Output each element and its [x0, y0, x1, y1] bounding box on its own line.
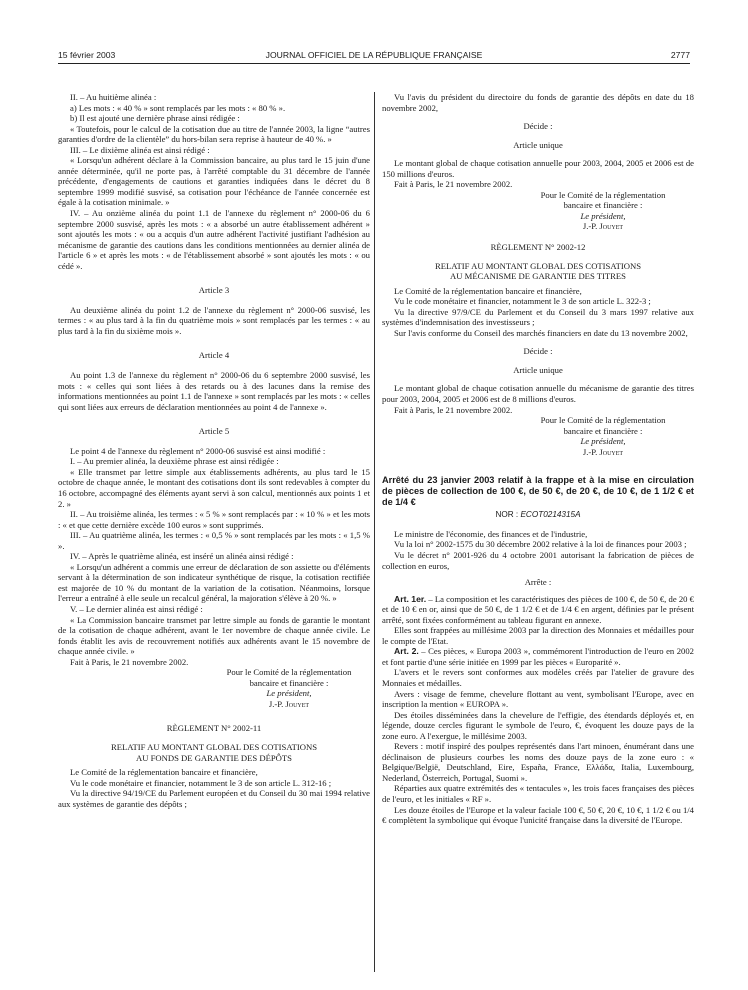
- paragraph: a) Les mots : « 40 % » sont remplacés par les mots : « 80 % ».: [70, 102, 286, 113]
- paragraph: Le montant global de chaque cotisation annuelle pour 2003, 2004, 2005 et 2006 est de 150 millions d'euros.: [382, 158, 694, 179]
- signature-line: Pour le Comité de la réglementation: [226, 667, 352, 678]
- paragraph: Le ministre de l'économie, des finances et de l'industrie,: [394, 528, 588, 539]
- paragraph: Vu le code monétaire et financier, notamment le 3 de son article L. 322-3 ;: [394, 296, 651, 307]
- paragraph: Vu l'avis du président du directoire du fonds de garantie des dépôts en date du 18 novembre 2002,: [382, 92, 694, 113]
- regulation-title: AU MÉCANISME DE GARANTIE DES TITRES: [450, 271, 626, 282]
- regulation-title: RELATIF AU MONTANT GLOBAL DES COTISATIONS: [434, 260, 642, 271]
- paragraph: Fait à Paris, le 21 novembre 2002.: [70, 656, 189, 667]
- left-column: [58, 92, 370, 809]
- paragraph: Elles sont frappées au millésime 2003 par la direction des Monnaies et médailles pour le compte de l'Etat.: [382, 625, 694, 646]
- journal-title: JOURNAL OFFICIEL DE LA RÉPUBLIQUE FRANÇAISE: [265, 50, 483, 60]
- paragraph: V. – Le dernier alinéa est ainsi rédigé :: [70, 603, 203, 614]
- regulation-title: AU FONDS DE GARANTIE DES DÉPÔTS: [136, 752, 292, 763]
- paragraph: Le Comité de la réglementation bancaire et financière,: [70, 767, 258, 778]
- paragraph: Le point 4 de l'annexe du règlement n° 2000-06 susvisé est ainsi modifié :: [70, 445, 326, 456]
- regulation-number: RÈGLEMENT N° 2002-12: [490, 242, 586, 253]
- signature-name: J.-P. Jouyet: [268, 698, 310, 709]
- paragraph: Vu la loi n° 2002-1575 du 30 décembre 2002 relative à la loi de finances pour 2003 ;: [394, 539, 687, 550]
- paragraph: Vu le décret n° 2001-926 du 4 octobre 2001 autorisant la fabrication de pièces de collection en euros,: [382, 549, 694, 571]
- article-heading: Article unique: [513, 364, 563, 375]
- signature-line: bancaire et financière :: [563, 200, 643, 211]
- paragraph: I. – Au premier alinéa, la deuxième phrase est ainsi rédigée :: [70, 456, 279, 467]
- signature-line: bancaire et financière :: [563, 425, 643, 436]
- paragraph: Fait à Paris, le 21 novembre 2002.: [394, 179, 513, 190]
- paragraph: « Toutefois, pour le calcul de la cotisation due au titre de l'année 2003, la ligne “autres garanties d'ordre de la clientèle” du hors-bilan sera reprise à hauteur de 40 %. »: [58, 123, 370, 145]
- page-header: [58, 50, 690, 64]
- column-divider: [374, 92, 375, 972]
- paragraph: [382, 594, 694, 626]
- paragraph: « Lorsqu'un adhérent déclare à la Commission bancaire, au plus tard le 15 juin d'une année déterminée, qu'il ne porte pas, à l'arrêté comptable du 31 décembre de l'année précédente, d'engagements de cautions et garanties indiquées dans le décret du 8 septembre 1999 modifié susvisé, sa cotisation pour l'échéance de l'année concernée est égale à la cotisation minimale. »: [58, 155, 370, 208]
- article-text: – Ces pièces, « Europa 2003 », commémorent l'introduction de l'euro en 2002 et font partie d'une série initiée en 1999 par les pièces « Europarité ».: [382, 646, 694, 667]
- signature-name: J.-P. Jouyet: [582, 446, 624, 457]
- paragraph: Le Comité de la réglementation bancaire et financière,: [394, 285, 582, 296]
- article-heading: Article 4: [198, 350, 230, 361]
- paragraph: III. – Le dixième alinéa est ainsi rédigé :: [70, 144, 210, 155]
- page-number: 2777: [670, 50, 690, 60]
- signature-line: Pour le Comité de la réglementation: [540, 415, 666, 426]
- paragraph: Le montant global de chaque cotisation annuelle du mécanisme de garantie des titres pour 2003, 2004, 2005 et 2006 est de 8 millions d'euros.: [382, 383, 694, 405]
- article-text: – La composition et les caractéristiques des pièces de 100 €, de 50 €, de 20 € et de 10 € en or, ainsi que de 50 €, de 1 1/2 € et de 1/4 € en argent, définies par le présent arrêté, sont fixées conformément au tableau figurant en annexe.: [382, 593, 694, 625]
- paragraph: Des étoiles disséminées dans la chevelure de l'effigie, des étendards déployés et, en légende, douze cercles figurant le symbole de l'euro, €, évoquent les douze pays de la zone euro. A l'exergue, le millésime 2003.: [382, 709, 694, 741]
- nor-reference: [382, 510, 694, 521]
- regulation-title: RELATIF AU MONTANT GLOBAL DES COTISATIONS: [110, 741, 318, 752]
- article-label: Art. 2.: [394, 646, 419, 657]
- nor-label: NOR :: [495, 510, 521, 520]
- paragraph: III. – Au quatrième alinéa, les termes : « 0,5 % » sont remplacés par les mots : « 1,5 % ».: [58, 530, 370, 551]
- header-rule: [58, 63, 690, 64]
- arrete-title: Arrêté du 23 janvier 2003 relatif à la frappe et à la mise en circulation de pièces de collection de 100 €, de 50 €, de 20 €, de 10 €, de 1 1/2 € et de 1/4 €: [382, 475, 694, 508]
- paragraph: « La Commission bancaire transmet par lettre simple au fonds de garantie le montant de la cotisation de chaque adhérent, avant le 1er novembre de chaque année civile. Le fonds établit les avis de recouvrement notifiés aux adhérents avant le 15 novembre de chaque année civile. »: [58, 614, 370, 657]
- paragraph: Avers : visage de femme, chevelure flottant au vent, symbolisant l'Europe, avec en inscription la mention « EUROPA ».: [382, 688, 694, 710]
- paragraph: Revers : motif inspiré des poulpes représentés dans l'art minoen, énumérant dans une déclinaison de plusieurs courbes les noms des douze pays de la zone euro : « Belgique/België, Deutschland, Eire, España, France, Ελλάδα, Italia, Luxembourg, Nederland, Österreich, Portugal, Suomi ».: [382, 741, 694, 783]
- signature-name: J.-P. Jouyet: [582, 221, 624, 232]
- regulation-number: RÈGLEMENT N° 2002-11: [166, 723, 262, 734]
- paragraph: Vu la directive 94/19/CE du Parlement européen et du Conseil du 30 mai 1994 relative aux systèmes de garantie des dépôts ;: [58, 788, 370, 809]
- signature-line: Pour le Comité de la réglementation: [540, 189, 666, 200]
- paragraph: Vu le code monétaire et financier, notamment le 3 de son article L. 312-16 ;: [70, 777, 332, 788]
- paragraph: « Lorsqu'un adhérent a commis une erreur de déclaration de son assiette ou d'éléments servant à la détermination de son indicateur synthétique de risque, la cotisation rectifiée est majorée de 10 % du montant de la variation de la cotisation. Néanmoins, lorsque l'erreur a entraîné à elle seule un recalcul général, la majoration s'élève à 20 %. »: [58, 561, 370, 604]
- paragraph: IV. – Au onzième alinéa du point 1.1 de l'annexe du règlement n° 2000-06 du 6 septembre 2000 susvisé, après les mots : « a absorbé un autre établissement adhérent » sont ajoutés les mots : « ou a acquis d'un autre adhérent l'activité justifiant l'adhésion au mécanisme de garantie des cautions dans les conditions mentionnées au dernier alinéa de l'article 6 » et après les mots : « de l'établissement absorbé » sont ajoutés les mots : « ou cédé ».: [58, 208, 370, 271]
- signature-title: Le président,: [266, 688, 312, 699]
- paragraph: L'avers et le revers sont conformes aux modèles créés par l'atelier de gravure des Monnaies et médailles.: [382, 667, 694, 688]
- paragraph: Sur l'avis conforme du Conseil des marchés financiers en date du 13 novembre 2002,: [394, 327, 688, 338]
- decide-heading: Décide :: [523, 121, 553, 132]
- nor-code: ECOT0214315A: [520, 510, 581, 520]
- signature-title: Le président,: [580, 436, 626, 447]
- article-label: Art. 1er.: [394, 593, 427, 604]
- paragraph: Les douze étoiles de l'Europe et la valeur faciale 100 €, 50 €, 20 €, 10 €, 1 1/2 € ou 1/4 € complètent la symbolique qui évoque l'unicité française dans la diversité de l'Europe.: [382, 804, 694, 826]
- paragraph: Fait à Paris, le 21 novembre 2002.: [394, 404, 513, 415]
- paragraph: b) Il est ajouté une dernière phrase ainsi rédigée :: [70, 113, 240, 124]
- paragraph: II. – Au huitième alinéa :: [70, 92, 157, 102]
- paragraph: II. – Au troisième alinéa, les termes : « 5 % » sont remplacés par : « 10 % » et les mots : « et que cette dernière excède 100 euros » sont supprimés.: [58, 509, 370, 530]
- paragraph: Au deuxième alinéa du point 1.2 de l'annexe du règlement n° 2000-06 susvisé, les termes : « au plus tard à la fin du quatrième mois » sont remplacés par les termes : « au plus tard à la fin du sixième mois ».: [58, 304, 370, 336]
- signature-title: Le président,: [580, 210, 626, 221]
- header-date: 15 février 2003: [58, 50, 116, 60]
- right-column: [382, 92, 694, 826]
- arrete-heading: Arrête :: [524, 577, 552, 588]
- article-heading: Article 3: [198, 285, 230, 296]
- paragraph: IV. – Après le quatrième alinéa, est inséré un alinéa ainsi rédigé :: [70, 551, 294, 562]
- paragraph: Réparties aux quatre extrémités des « tentacules », les trois faces françaises des pièces de l'euro, et les initiales « RF ».: [382, 783, 694, 804]
- paragraph: Vu la directive 97/9/CE du Parlement et du Conseil du 3 mars 1997 relative aux systèmes d'indemnisation des investisseurs ;: [382, 306, 694, 328]
- article-heading: Article unique: [513, 139, 563, 150]
- paragraph: « Elle transmet par lettre simple aux établissements adhérents, au plus tard le 15 octobre de chaque année, le montant des cotisations dont ils sont redevables à compter du 16 octobre, accompagné des éléments ayant servi à son calcul, mentionnés aux points 1 et 2. »: [58, 466, 370, 509]
- decide-heading: Décide :: [523, 346, 553, 357]
- paragraph: Au point 1.3 de l'annexe du règlement n° 2000-06 du 6 septembre 2000 susvisé, les mots : « celles qui sont liées à des retards ou à des lacunes dans la remise des informations mentionnées au point 1.1 de l'annexe » sont remplacés par les mots : « celles qui sont liées aux erreurs de déclaration mentionnées au point 4 de l'annexe ».: [58, 370, 370, 412]
- article-heading: Article 5: [198, 426, 230, 437]
- signature-line: bancaire et financière :: [249, 677, 329, 688]
- paragraph: [382, 646, 694, 667]
